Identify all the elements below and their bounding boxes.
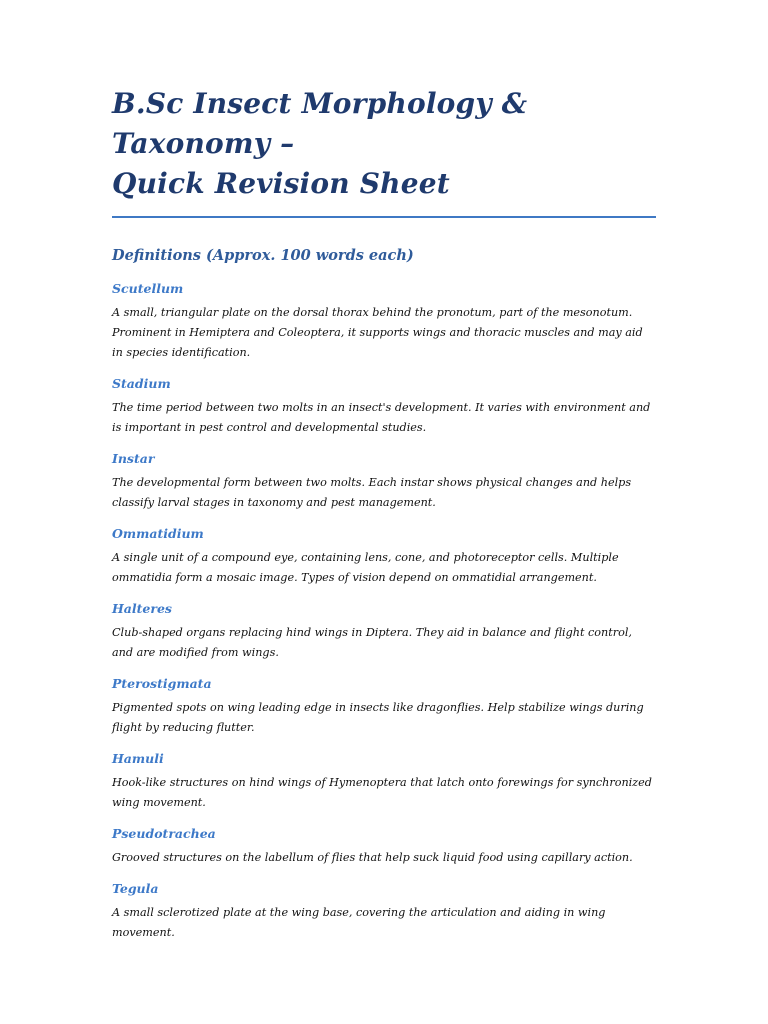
definitions-list (112, 280, 656, 943)
definition-entry (112, 675, 656, 738)
definition-term: Pterostigmata (112, 676, 212, 691)
definition-text: Grooved structures on the labellum of flies that help suck liquid food using capillary action. (112, 851, 633, 864)
definition-term: Stadium (112, 376, 171, 391)
definition-text: A single unit of a compound eye, containing lens, cone, and photoreceptor cells. Multiple ommatidia form a mosaic image. Types of vision depend on ommatidial arrangement. (112, 551, 619, 584)
document-page (112, 84, 656, 943)
definition-entry (112, 750, 656, 813)
definition-term: Hamuli (112, 751, 164, 766)
title-line-2: Quick Revision Sheet (112, 167, 450, 200)
definition-text: The time period between two molts in an insect's development. It varies with environment and is important in pest control and developmental studies. (112, 401, 651, 434)
definition-term: Ommatidium (112, 526, 204, 541)
definition-text: Club-shaped organs replacing hind wings in Diptera. They aid in balance and flight control, and are modified from wings. (112, 626, 632, 659)
definition-entry (112, 600, 656, 663)
definition-entry (112, 880, 656, 943)
title-divider (112, 216, 656, 218)
definition-term: Instar (112, 451, 155, 466)
definition-entry (112, 525, 656, 588)
definition-entry (112, 825, 656, 868)
definition-text: A small, triangular plate on the dorsal thorax behind the pronotum, part of the mesonotum. Prominent in Hemiptera and Coleoptera, it supports wings and thoracic muscles and may aid in species identification. (112, 306, 643, 359)
definition-entry (112, 280, 656, 363)
definition-entry (112, 450, 656, 513)
definition-text: The developmental form between two molts. Each instar shows physical changes and helps classify larval stages in taxonomy and pest management. (112, 476, 632, 509)
definition-entry (112, 375, 656, 438)
definition-text: Hook-like structures on hind wings of Hymenoptera that latch onto forewings for synchronized wing movement. (112, 776, 652, 809)
definition-text: Pigmented spots on wing leading edge in insects like dragonflies. Help stabilize wings during flight by reducing flutter. (112, 701, 644, 734)
title-line-1: B.Sc Insect Morphology & Taxonomy – (112, 87, 528, 160)
definition-text: A small sclerotized plate at the wing base, covering the articulation and aiding in wing movement. (112, 906, 606, 939)
section-heading: Definitions (Approx. 100 words each) (112, 247, 414, 264)
document-title (112, 84, 656, 204)
definition-term: Halteres (112, 601, 172, 616)
definition-term: Tegula (112, 881, 159, 896)
definition-term: Pseudotrachea (112, 826, 216, 841)
definition-term: Scutellum (112, 281, 184, 296)
